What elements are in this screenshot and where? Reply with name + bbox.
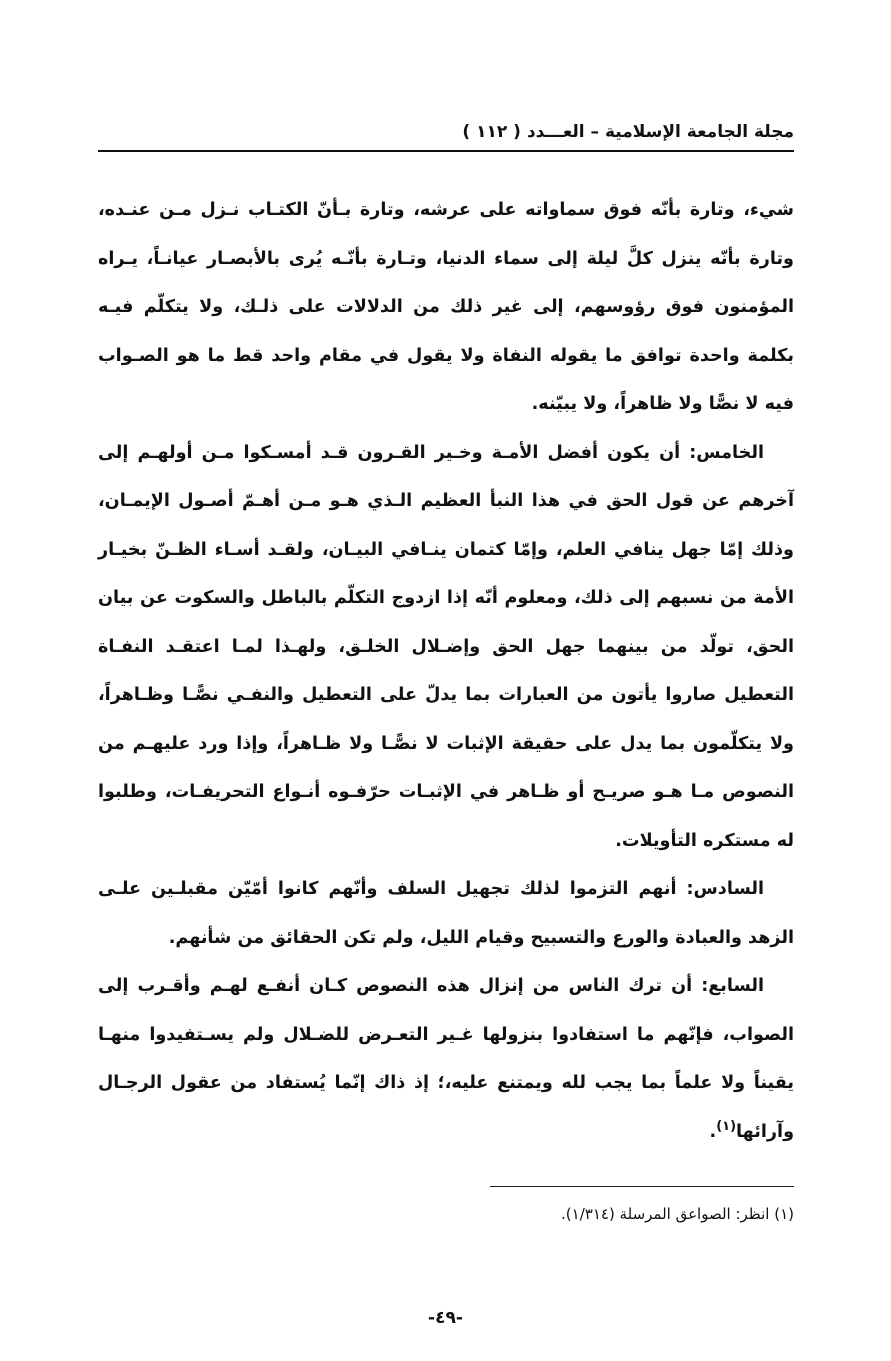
- paragraph-seventh-text: السابع: أن ترك الناس من إنزال هذه النصوص كـان أنفـع لهـم وأقـرب إلى الصواب، فإنّهم ما استفادوا بنزولها غـير التعـرض للضـلال ولم يسـتفيدوا منهـا يقيناً ولا علماً بما يجب لله ويمتنع عليه،؛ إذ ذاك إنّما يُستفاد من عقول الرجـال وآرائها: [98, 976, 794, 1142]
- body-text: [98, 186, 794, 1156]
- page-number: -٤٩-: [428, 1308, 463, 1328]
- header-rule: [98, 150, 794, 152]
- paragraph-seventh-end: .: [709, 1121, 717, 1142]
- footnote: (١) انظر: الصواعق المرسلة (١/٣١٤).: [561, 1205, 794, 1223]
- paragraph-fifth: الخامس: أن يكون أفضل الأمـة وخـير القـرون قـد أمسـكوا مـن أولهـم إلى آخرهم عن قول الحق في هذا النبأ العظيم الـذي هـو مـن أهـمّ أصـول الإيمـان، وذلك إمّا جهل ينافي العلم، وإمّا كتمان ينـافي البيـان، ولقـد أسـاء الظـنّ بخيـار الأمة من نسبهم إلى ذلك، ومعلوم أنّه إذا ازدوج التكلّم بالباطل والسكوت عن بيان الحق، تولّد من بينهما جهل الحق وإضـلال الخلـق، ولهـذا لمـا اعتقـد النفـاة التعطيل صاروا يأتون من العبارات بما يدلّ على التعطيل والنفـي نصًّـا وظـاهراً، ولا يتكلّمون بما يدل على حقيقة الإثبات لا نصًّـا ولا ظـاهراً، وإذا ورد عليهـم من النصوص مـا هـو صريـح أو ظـاهر في الإثبـات حرّفـوه أنـواع التحريفـات، وطلبوا له مستكره التأويلات.: [98, 442, 794, 851]
- footnote-separator: [490, 1186, 794, 1187]
- paragraph-sixth: السادس: أنهم التزموا لذلك تجهيل السلف وأنّهم كانوا أمّيّن مقبلـين علـى الزهد والعبادة والورع والتسبيح وقيام الليل، ولم تكن الحقائق من شأنهم.: [98, 879, 794, 948]
- running-header: مجلة الجامعة الإسلامية – العـــدد ( ١١٢ ): [462, 122, 794, 142]
- footnote-reference-mark[interactable]: (١): [716, 1118, 737, 1134]
- paragraph-seventh: [98, 962, 794, 1156]
- paragraph-continuation: شيء، وتارة بأنّه فوق سماواته على عرشه، وتارة بـأنّ الكتـاب نـزل مـن عنـده، وتارة بأنّه ينزل كلَّ ليلة إلى سماء الدنيا، وتـارة بأنّـه يُرى بالأبصـار عيانـاً، يـراه المؤمنون فوق رؤوسهم، إلى غير ذلك من الدلالات على ذلـك، ولا يتكلّم فيـه بكلمة واحدة توافق ما يقوله النفاة ولا يقول في مقام واحد قط ما هو الصـواب فيه لا نصًّا ولا ظاهراً، ولا يبيّنه.: [98, 200, 794, 414]
